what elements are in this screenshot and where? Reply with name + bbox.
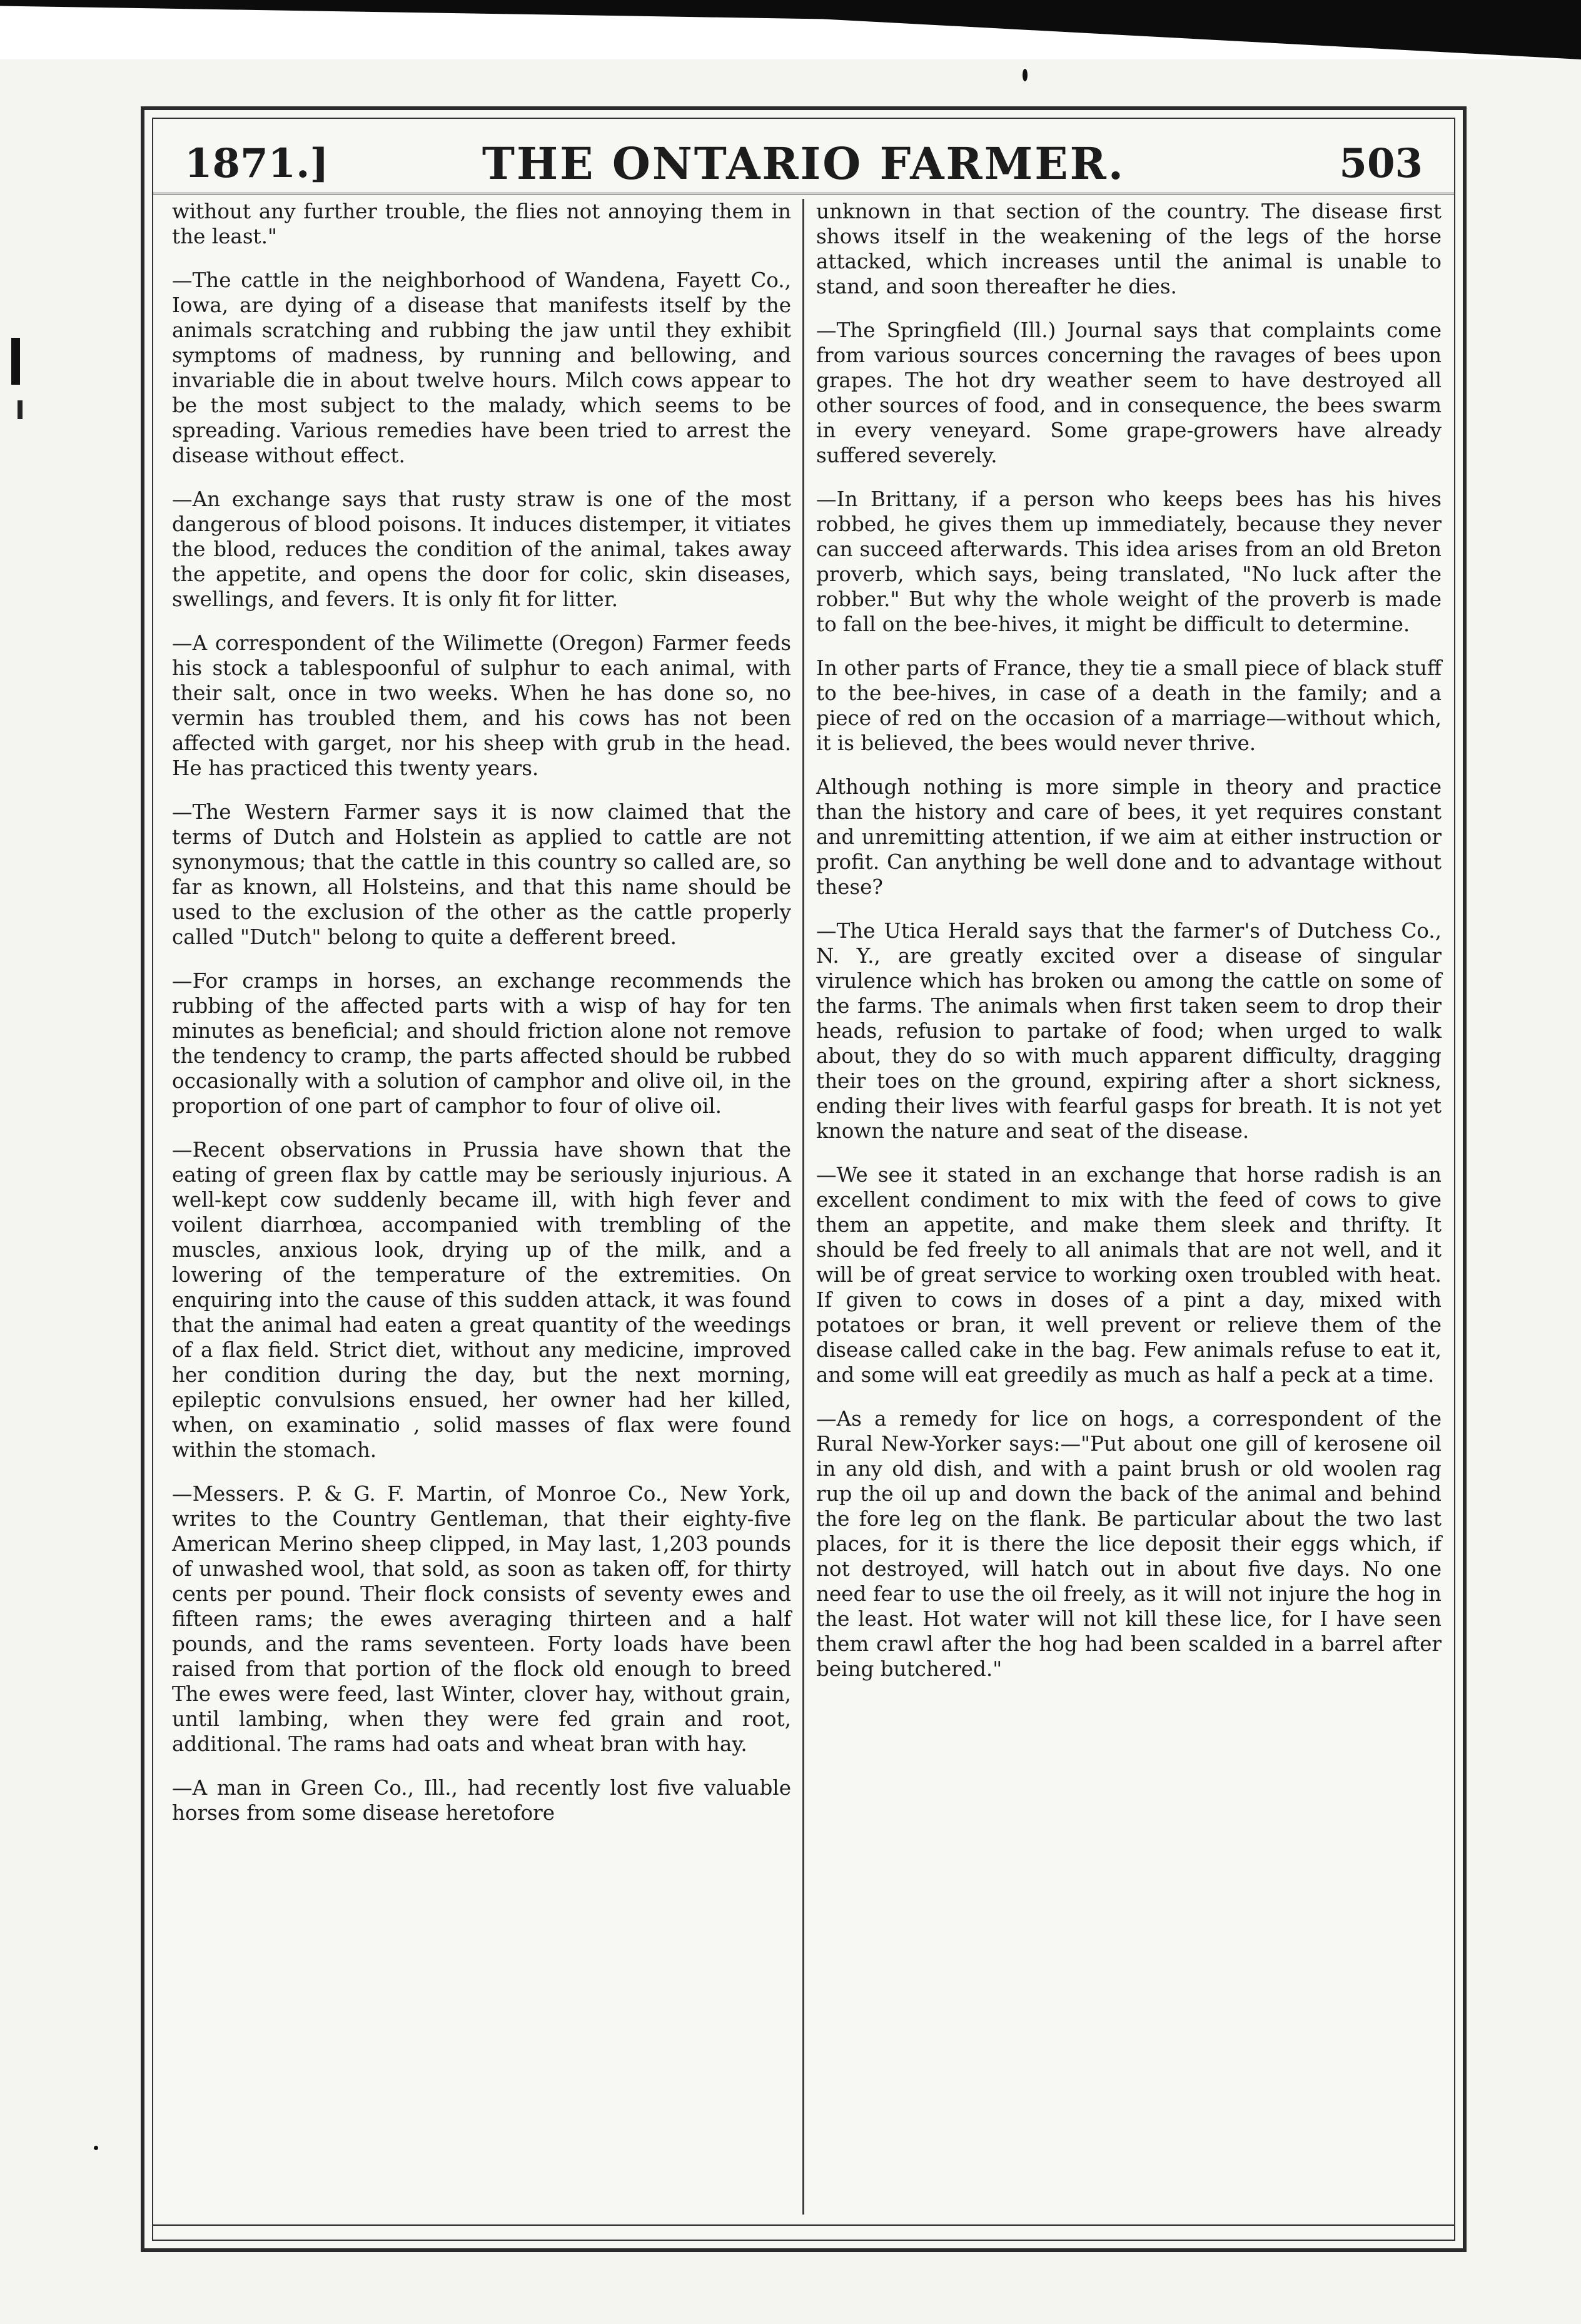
paragraph: without any further trouble, the flies not annoying them in the least." xyxy=(172,200,791,248)
paragraph: —The cattle in the neighborhood of Wandena, Fayett Co., Iowa, are dying of a disease that manifests itself by the animals scratching and rubbing the jaw until they exhibit symptoms of madness, by running and bellowing, and invariable die in about twelve hours. Milch cows appear to be the most subject to the malady, which seems to be spreading. Various remedies have been tried to arrest the disease without effect. xyxy=(172,268,791,467)
scan-edge-mark-small xyxy=(18,400,23,419)
left-column xyxy=(172,199,791,2221)
scan-speck xyxy=(94,2146,98,2150)
scan-top-shadow xyxy=(0,0,1581,59)
paragraph: —As a remedy for lice on hogs, a correspondent of the Rural New-Yorker says:—"Put about one gill of kerosene oil in any old dish, and with a paint brush or old woolen rag rup the oil up and down the back of the animal and behind the fore leg on the flank. Be particular about the two last places, for it is there the lice deposit their eggs which, if not destroyed, will hatch out in about five days. No one need fear to use the oil freely, as it will not injure the hog in the least. Hot water will not kill these lice, for I have seen them crawl after the hog had been scalded in a barrel after being butchered." xyxy=(816,1407,1442,1681)
paragraph: —Messers. P. & G. F. Martin, of Monroe Co., New York, writes to the Country Gentleman, that their eighty-five American Merino sheep clipped, in May last, 1,203 pounds of unwashed wool, that sold, as soon as taken off, for thirty cents per pound. Their flock consists of seventy ewes and fifteen rams; the ewes averaging thirteen and a half pounds, and the rams seventeen. Forty loads have been raised from that portion of the flock old enough to breed The ewes were feed, last Winter, clover hay, without grain, until lambing, when they were fed grain and root, additional. The rams had oats and wheat bran with hay. xyxy=(172,1482,791,1756)
page-inner-border xyxy=(152,118,1455,2241)
paragraph: —An exchange says that rusty straw is one of the most dangerous of blood poisons. It induces distemper, it vitiates the blood, reduces the condition of the animal, takes away the appetite, and opens the door for colic, skin diseases, swellings, and fevers. It is only fit for litter. xyxy=(172,487,791,611)
paragraph: —For cramps in horses, an exchange recommends the rubbing of the affected parts with a wisp of hay for ten minutes as beneficial; and should friction alone not remove the tendency to cramp, the parts affected should be rubbed occasionally with a solution of camphor and olive oil, in the proportion of one part of camphor to four of olive oil. xyxy=(172,969,791,1118)
running-header xyxy=(153,119,1454,195)
paragraph: Although nothing is more simple in theory and practice than the history and care of bees, it yet requires constant and unremitting attention, if we aim at either instruction or profit. Can anything be well done and to advantage without these? xyxy=(816,775,1442,899)
paragraph: —Recent observations in Prussia have shown that the eating of green flax by cattle may be seriously injurious. A well-kept cow suddenly became ill, with high fever and voilent diarrhœa, accompanied with trembling of the muscles, anxious look, drying up of the milk, and a lowering of the temperature of the extremities. On enquiring into the cause of this sudden attack, it was found that the animal had eaten a great quantity of the weedings of a flax field. Strict diet, without any medicine, improved her condition during the day, but the next morning, epileptic convulsions ensued, her owner had her killed, when, on examinatio , solid masses of flax were found within the stomach. xyxy=(172,1138,791,1462)
paragraph: —In Brittany, if a person who keeps bees has his hives robbed, he gives them up immediately, because they never can succeed afterwards. This idea arises from an old Breton proverb, which says, being translated, "No luck after the robber." But why the whole weight of the proverb is made to fall on the bee-hives, it might be difficult to determine. xyxy=(816,487,1442,636)
paragraph: —The Western Farmer says it is now claimed that the terms of Dutch and Holstein as applied to cattle are not synonymous; that the cattle in this country so called are, so far as known, all Holsteins, and that this name should be used to the exclusion of the other as the cattle properly called "Dutch" belong to quite a defferent breed. xyxy=(172,800,791,949)
page-number: 503 xyxy=(1339,140,1423,187)
paragraph: —A man in Green Co., Ill., had recently lost five valuable horses from some disease heretofore xyxy=(172,1776,791,1825)
paragraph: —The Springfield (Ill.) Journal says that complaints come from various sources concerning the ravages of bees upon grapes. The hot dry weather seem to have destroyed all other sources of food, and in consequence, the bees swarm in every veneyard. Some grape-growers have already suffered severely. xyxy=(816,318,1442,467)
paragraph: —A correspondent of the Wilimette (Oregon) Farmer feeds his stock a tablespoonful of sulphur to each animal, with their salt, once in two weeks. When he has done so, no vermin has troubled them, and his cows has not been affected with garget, nor his sheep with grub in the head. He has practiced this twenty years. xyxy=(172,631,791,780)
scan-speck xyxy=(1023,69,1028,81)
paragraph: unknown in that section of the country. The disease first shows itself in the weakening of the legs of the horse attacked, which increases until the animal is unable to stand, and soon thereafter he dies. xyxy=(816,200,1442,298)
footer-rule xyxy=(153,2224,1454,2240)
paragraph: In other parts of France, they tie a small piece of black stuff to the bee-hives, in case of a death in the family; and a piece of red on the occasion of a marriage—without which, it is believed, the bees would never thrive. xyxy=(816,656,1442,755)
publication-title: THE ONTARIO FARMER. xyxy=(482,138,1126,190)
right-column xyxy=(816,199,1442,2221)
paragraph: —The Utica Herald says that the farmer's of Dutchess Co., N. Y., are greatly excited over a disease of singular virulence which has broken ou among the cattle on some of the farms. The animals when first taken seem to drop their heads, refusion to partake of food; when urged to walk about, they do so with much apparent difficulty, dragging their toes on the ground, expiring after a short sickness, ending their lives with fearful gasps for breath. It is not yet known the nature and seat of the disease. xyxy=(816,919,1442,1143)
scan-edge-mark xyxy=(11,338,20,385)
paragraph: —We see it stated in an exchange that horse radish is an excellent condiment to mix with the feed of cows to give them an appetite, and make them sleek and thrifty. It should be fed freely to all animals that are not well, and it will be of great service to working oxen troubled with heat. If given to cows in doses of a pint a day, mixed with potatoes or bran, it well prevent or relieve them of the disease called cake in the bag. Few animals refuse to eat it, and some will eat greedily as much as half a peck at a time. xyxy=(816,1163,1442,1387)
column-divider xyxy=(802,199,804,2215)
header-year: 1871.] xyxy=(184,140,329,187)
page-frame xyxy=(141,106,1467,2252)
